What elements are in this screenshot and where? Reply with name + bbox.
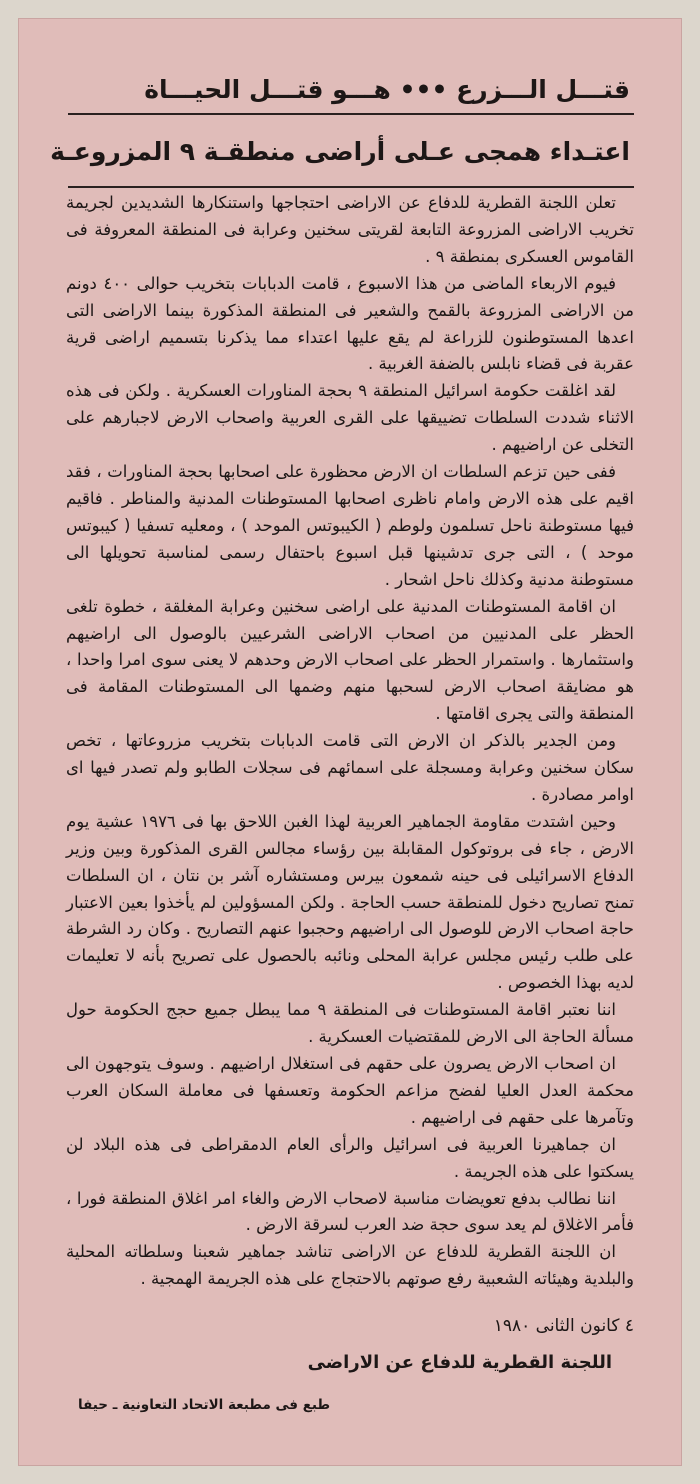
paragraph: اننا نطالب بدفع تعويضات مناسبة لاصحاب الارض والغاء امر اغلاق المنطقة فورا ، فأمر الاغلاق لم يعد سوى حجة ضد العرب لسرقة الارض . — [66, 1188, 634, 1235]
bottom-divider — [68, 186, 634, 188]
issue-date: ٤ كانون الثانى ١٩٨٠ — [493, 1316, 634, 1336]
leaflet-sheet — [18, 18, 682, 1466]
paragraph: تعلن اللجنة القطرية للدفاع عن الاراضى احتجاجها واستنكارها الشديدين لجريمة تخريب الاراضى المزروعة التابعة لقريتى سخنين وعرابة فى المنطقة المعروفة فى القاموس العسكرى بمنطقة ٩ . — [66, 193, 634, 266]
paragraph: ان جماهيرنا العربية فى اسرائيل والرأى العام الدمقراطى فى هذه البلاد لن يسكتوا على هذه الجريمة . — [66, 1134, 634, 1181]
printer-credit: طبع فى مطبعة الاتحاد التعاونية ـ حيفا — [78, 1397, 331, 1413]
paragraph: ان اللجنة القطرية للدفاع عن الاراضى تناشد جماهير شعبنا وسلطاته المحلية والبلدية وهيئاته الشعبية رفع صوتهم بالاحتجاج على هذه الجريمة الهمجية . — [66, 1242, 634, 1289]
paragraph: ومن الجدير بالذكر ان الارض التى قامت الدبابات بتخريب مزروعاتها ، تخص سكان سخنين وعرابة ومسجلة على اسمائهم فى سجلات الطابو ولم تصدر فيها اى اوامر مصادرة . — [66, 731, 634, 804]
paragraph: وحين اشتدت مقاومة الجماهير العربية لهذا الغبن اللاحق بها فى ١٩٧٦ عشية يوم الارض ، جاء فى بروتوكول المقابلة بين رؤساء مجالس القرى المذكورة وبين وزير الدفاع الاسرائيلى فى حينه شمعون بيرس ومستشاره آشر بن نتان ، ان السلطات تمنح تصاريح دخول للمنطقة حسب الحاجة . ولكن المسؤولين لم يأخذوا بعين الاعتبار حاجة اصحاب الارض للوصول الى اراضيهم وحجبوا عنهم التصاريح . وكان رد الشرطة على طلب رئيس مجلس عرابة المحلى ونائبه بالحصول على تصريح بأنه لا تعليمات لديه بهذا الخصوص . — [66, 811, 634, 993]
slogan-heading: قتـــل الـــزرع ••• هـــو قتـــل الحيـــاة — [144, 75, 630, 104]
paragraph: ان اقامة المستوطنات المدنية على اراضى سخنين وعرابة المغلقة ، خطوة تلغى الحظر على المدنيين من اصحاب الاراضى الشرعيين بالوصول الى اراضيهم واستثمارها . واستمرار الحظر على اصحاب الارض وحدهم لا يعنى سوى امرا واحدا ، هو مضايقة اصحاب الارض لسحبها منهم وضمها الى المستوطنات المقامة فى المنطقة والتى يجرى اقامتها . — [66, 596, 634, 724]
paragraph: فيوم الاربعاء الماضى من هذا الاسبوع ، قامت الدبابات بتخريب حوالى ٤٠٠ دونم من الاراضى المزروعة بالقمح والشعير فى المنطقة المذكورة بينما الاراضى التى اعدها المستوطنون للزراعة لم يقع عليها اعتداء مما يذكرنا بتسميم اراضى قرية عقربة فى قضاء نابلس بالضفة الغربية . — [66, 273, 634, 374]
paragraph: اننا نعتبر اقامة المستوطنات فى المنطقة ٩ مما يبطل جميع حجج الحكومة حول مسألة الحاجة الى الارض للمقتضيات العسكرية . — [66, 1000, 634, 1047]
headline: اعتـداء همجى عـلى أراضى منطقـة ٩ المزروعـة — [50, 137, 630, 166]
paragraph: ففى حين تزعم السلطات ان الارض محظورة على اصحابها بحجة المناورات ، فقد اقيم على هذه الارض وامام ناظرى اصحابها المستوطنات المدنية والمناطر . فاقيم فيها مستوطنة ناحل تسلمون ولوطم ( الكيبوتس الموحد ) ، ومعليه تسفيا ( كيبوتس موحد ) ، التى جرى تدشينها قبل اسبوع باحتفال رسمى لمناسبة تحويلها الى مستوطنة مدنية وكذلك ناحل اشحار . — [66, 462, 634, 589]
paragraph: ان اصحاب الارض يصرون على حقهم فى استغلال اراضيهم . وسوف يتوجهون الى محكمة العدل العليا لفضح مزاعم الحكومة وتعسفها فى معاملة السكان العرب وتآمرها على حقهم فى اراضيهم . — [66, 1054, 634, 1127]
paragraph: لقد اغلقت حكومة اسرائيل المنطقة ٩ بحجة المناورات العسكرية . ولكن فى هذه الاثناء شددت السلطات تضييقها على القرى العربية واصحاب الارض لاجبارهم على التخلى عن اراضيهم . — [66, 381, 634, 455]
top-divider — [68, 113, 634, 115]
statement-body — [66, 190, 634, 1293]
signature-line: اللجنة القطرية للدفاع عن الاراضى — [307, 1352, 612, 1373]
